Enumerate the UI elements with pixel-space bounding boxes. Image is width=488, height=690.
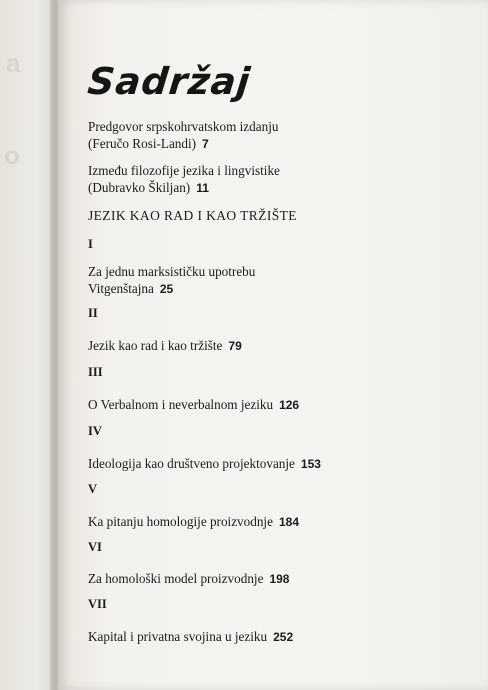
page-number: 252 — [273, 630, 294, 644]
toc-entry: Ka pitanju homologije proizvodnje 184 — [88, 514, 299, 529]
part-numeral: II — [88, 306, 98, 320]
page-number: 184 — [278, 515, 299, 529]
toc-entry: Jezik kao rad i kao tržište 79 — [88, 338, 242, 353]
part-numeral: IV — [88, 424, 102, 438]
toc-entry: Za homološki model proizvodnje 198 — [88, 571, 290, 586]
toc-entry: Kapital i privatna svojina u jeziku 252 — [88, 629, 294, 644]
toc-entry-line: Vitgenštajna 25 — [88, 281, 174, 296]
page-number: 153 — [300, 457, 321, 471]
toc-entry: O Verbalnom i neverbalnom jeziku 126 — [88, 397, 300, 412]
page-number: 7 — [202, 137, 209, 151]
toc-entry-line: (Feručo Rosi-Landi) 7 — [88, 136, 209, 151]
toc-entry-line: Za jednu marksističku upotrebu — [88, 264, 256, 279]
part-numeral: III — [88, 365, 103, 379]
page-number: 11 — [196, 181, 209, 195]
section-heading: JEZIK KAO RAD I KAO TRŽIŠTE — [88, 208, 297, 223]
toc-entry-line: Između filozofije jezika i lingvistike — [88, 163, 280, 178]
toc-entry-line: Predgovor srpskohrvatskom izdanju — [88, 119, 279, 134]
page-number: 126 — [279, 398, 300, 412]
page-number: 79 — [228, 339, 242, 353]
part-numeral: I — [88, 237, 93, 251]
toc-entry — [88, 118, 278, 153]
part-numeral: V — [88, 482, 98, 496]
toc-entry — [88, 162, 280, 197]
toc-title: Sadržaj — [85, 60, 253, 103]
toc-entry-line: (Dubravko Škiljan) 11 — [88, 180, 209, 195]
page-number: 25 — [159, 282, 174, 296]
page-number: 198 — [269, 572, 290, 586]
toc-entry — [88, 263, 255, 298]
part-numeral: VI — [88, 540, 102, 554]
toc-entry: Ideologija kao društveno projektovanje 153 — [88, 456, 321, 471]
left-page-ghost-mark: a — [6, 48, 22, 78]
part-numeral: VII — [88, 597, 107, 611]
left-page-ghost-mark: o — [4, 140, 21, 170]
